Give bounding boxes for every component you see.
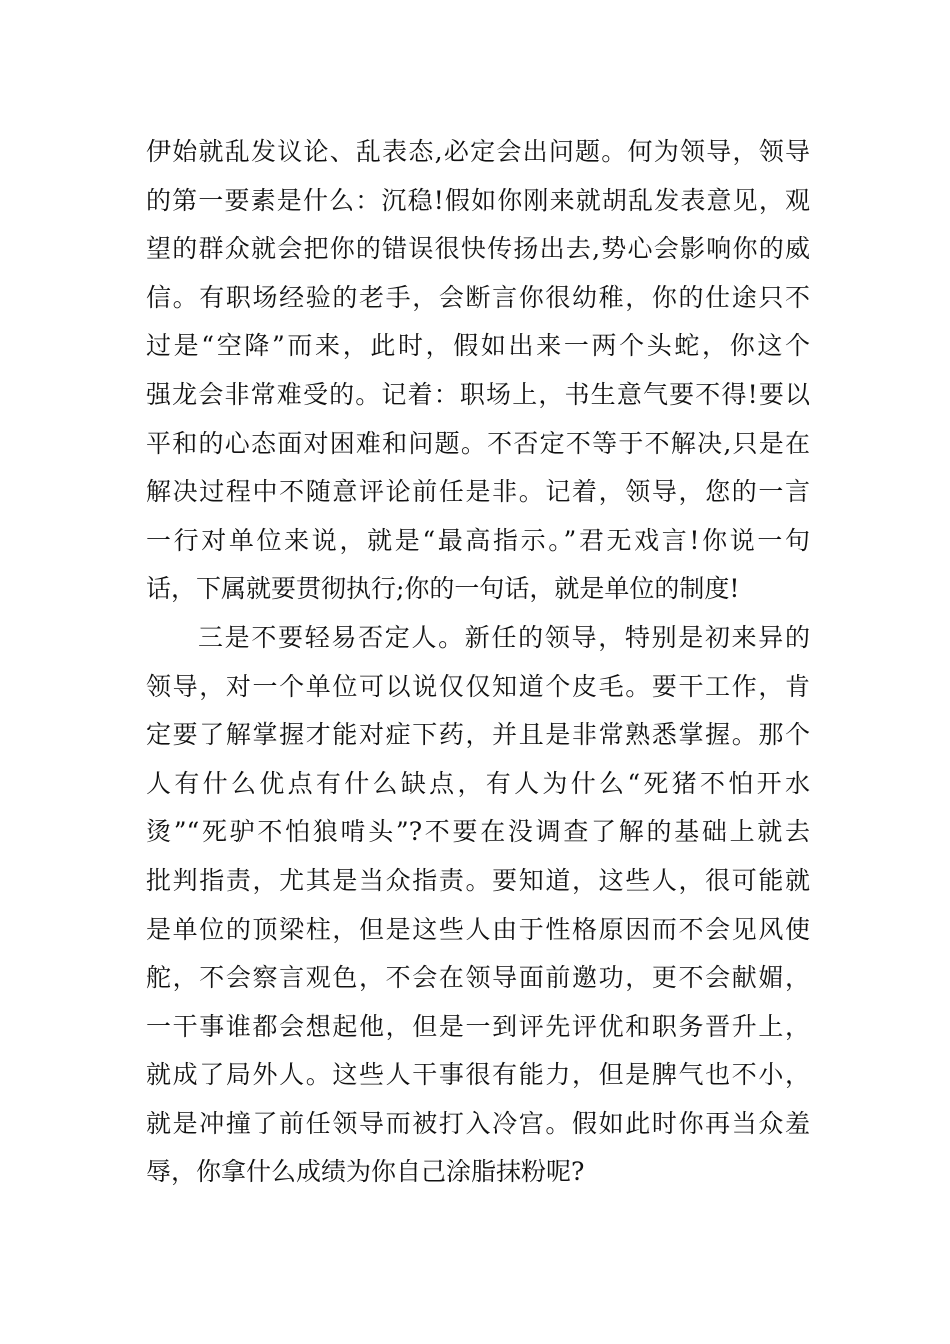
- text-line: 是单位的顶梁柱，但是这些人由于性格原因而不会见风使: [146, 914, 810, 944]
- text-line: 解决过程中不随意评论前任是非。记着，领导，您的一言: [146, 477, 810, 507]
- text-line: 强龙会非常难受的。记着：职场上，书生意气要不得!要以: [146, 379, 810, 409]
- text-line: 人有什么优点有什么缺点，有人为什么“死猪不怕开水: [146, 768, 810, 798]
- text-line: 批判指责，尤其是当众指责。要知道，这些人，很可能就: [146, 865, 810, 895]
- text-line: 就是冲撞了前任领导而被打入冷宫。假如此时你再当众羞: [146, 1108, 810, 1138]
- text-line: 一行对单位来说，就是“最高指示。”君无戏言!你说一句: [146, 525, 810, 555]
- text-line: 平和的心态面对困难和问题。不否定不等于不解决,只是在: [146, 428, 810, 458]
- text-line: 定要了解掌握才能对症下药，并且是非常熟悉掌握。那个: [146, 720, 810, 750]
- text-line: 的第一要素是什么：沉稳!假如你刚来就胡乱发表意见，观: [146, 185, 810, 215]
- text-line: 辱，你拿什么成绩为你自己涂脂抹粉呢?: [146, 1157, 585, 1187]
- text-line: 就成了局外人。这些人干事很有能力，但是脾气也不小，: [146, 1060, 810, 1090]
- text-line: 领导，对一个单位可以说仅仅知道个皮毛。要干工作，肯: [146, 671, 810, 701]
- text-line: 一干事谁都会想起他，但是一到评先评优和职务晋升上，: [146, 1011, 810, 1041]
- text-line: 烫”“死驴不怕狼啃头”?不要在没调查了解的基础上就去: [146, 817, 810, 847]
- text-line: 话，下属就要贯彻执行;你的一句话，就是单位的制度!: [146, 574, 740, 604]
- body-text: [146, 128, 810, 1197]
- text-line: 舵，不会察言观色，不会在领导面前邀功，更不会献媚，: [146, 963, 810, 993]
- text-line: 信。有职场经验的老手，会断言你很幼稚，你的仕途只不: [146, 282, 810, 312]
- text-line: 过是“空降”而来，此时，假如出来一两个头蛇，你这个: [146, 331, 810, 361]
- text-line: 伊始就乱发议论、乱表态,必定会出问题。何为领导，领导: [146, 137, 810, 166]
- paragraph-start-line: 三是不要轻易否定人。新任的领导，特别是初来异的: [198, 622, 810, 652]
- text-line: 望的群众就会把你的错误很快传扬出去,势心会影响你的威: [146, 234, 810, 264]
